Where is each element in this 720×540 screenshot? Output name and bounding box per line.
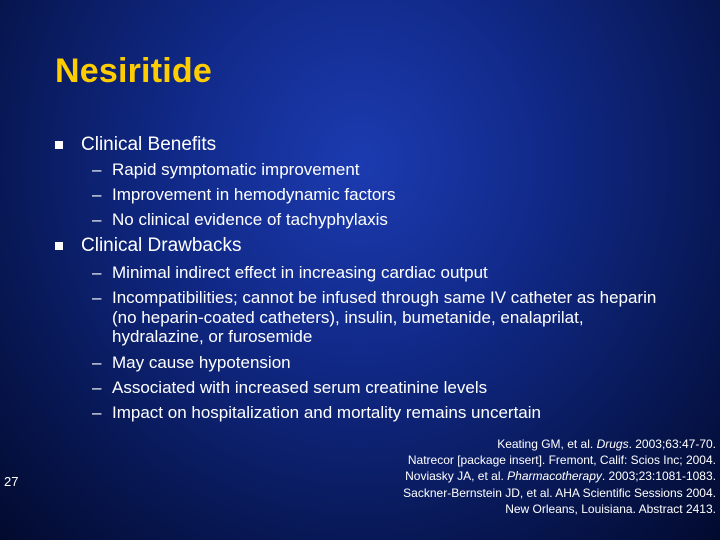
reference-line: Noviasky JA, et al. Pharmacotherapy. 2003;23:1081-1083.	[405, 469, 716, 484]
list-item: – Associated with increased serum creatinine levels	[92, 377, 488, 397]
list-item: – Minimal indirect effect in increasing cardiac output	[92, 263, 488, 282]
references	[403, 436, 716, 517]
list-item: – Incompatibilities; cannot be infused through same IV catheter as heparin (no heparin-coated catheters), insulin, bumetanide, enalaprilat, hydralazine, or furosemide	[92, 288, 657, 346]
page-number: 27	[4, 474, 19, 489]
reference-line: New Orleans, Louisiana. Abstract 2413.	[505, 501, 716, 516]
list-item: – Impact on hospitalization and mortality remains uncertain	[92, 402, 541, 422]
list-item: – Rapid symptomatic improvement	[92, 160, 360, 179]
list-item: – May cause hypotension	[92, 352, 291, 372]
square-bullet-icon	[55, 141, 63, 149]
list-item: – Improvement in hemodynamic factors	[92, 185, 396, 204]
benefits-list	[92, 157, 672, 232]
list-item: – No clinical evidence of tachyphylaxis	[92, 210, 388, 229]
section-label: Clinical Benefits	[81, 134, 217, 155]
bullet-clinical-drawbacks	[55, 235, 242, 257]
bullet-clinical-benefits	[55, 134, 216, 156]
reference-line: Natrecor [package insert]. Fremont, Calif: Scios Inc; 2004.	[407, 453, 716, 468]
section-label: Clinical Drawbacks	[81, 235, 242, 256]
reference-line: Keating GM, et al. Drugs. 2003;63:47-70.	[497, 437, 716, 451]
square-bullet-icon	[55, 242, 63, 250]
reference-line: Sackner-Bernstein JD, et al. AHA Scientific Sessions 2004.	[403, 485, 716, 500]
drawbacks-list	[92, 260, 672, 425]
slide-title: Nesiritide	[55, 52, 212, 90]
